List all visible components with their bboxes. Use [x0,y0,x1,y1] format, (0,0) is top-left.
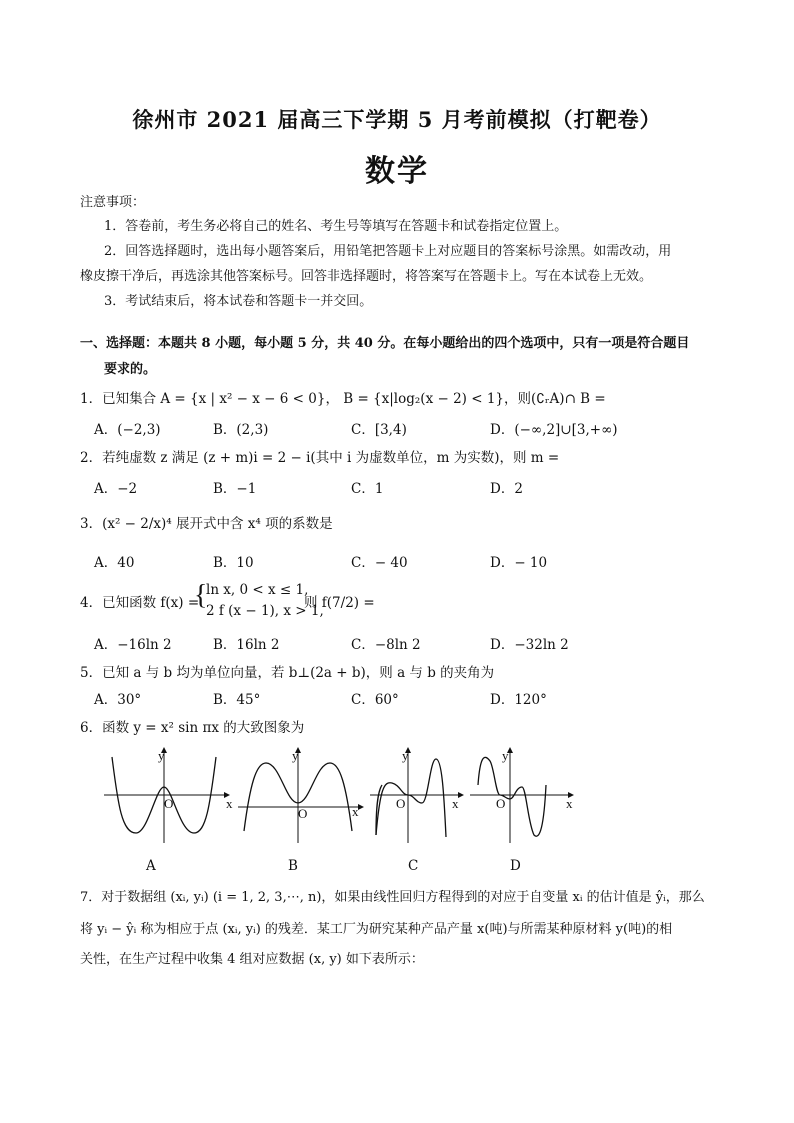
graph-b-x-label: x [352,804,359,819]
graph-b [236,745,366,845]
q1-option-c: C．[3,4) [351,422,407,438]
q4-option-d: D．−32ln 2 [490,637,569,653]
notice-item-1: 1．答卷前，考生务必将自己的姓名、考生号等填写在答题卡和试卷指定位置上。 [104,219,568,234]
graph-d-origin: O [496,796,506,811]
question-5-stem: 5．已知 a 与 b 均为单位向量，若 b⊥(2a + b)，则 a 与 b 的夹角为 [80,665,495,681]
notice-item-2-cont: 橡皮擦干净后，再选涂其他答案标号。回答非选择题时，将答案写在答题卡上。写在本试卷上无效。 [80,269,653,284]
q2-option-b: B．−1 [213,481,257,497]
q2-option-c: C．1 [351,481,384,497]
graph-d [468,745,578,845]
question-4-prefix: 4．已知函数 f(x) = [80,595,200,611]
graph-b-origin: O [298,806,308,821]
question-1-stem: 1．已知集合 A = {x | x² − x − 6 < 0}， B = {x|log₂(x − 2) < 1}，则(∁ᵣA)∩ B = [80,391,606,407]
question-6-stem: 6．函数 y = x² sin πx 的大致图象为 [80,720,305,736]
graph-d-y-label: y [502,748,509,763]
question-3-stem: 3．(x² − 2/x)⁴ 展开式中含 x⁴ 项的系数是 [80,516,333,532]
graph-a-y-label: y [158,748,165,763]
q5-option-a: A．30° [94,692,142,708]
q1-option-b: B．(2,3) [213,422,269,438]
q2-option-d: D．2 [490,481,523,497]
q5-option-b: B．45° [213,692,261,708]
q3-option-a: A．40 [94,555,135,571]
exam-title: 徐州市 2021 届高三下学期 5 月考前模拟（打靶卷） [132,107,662,132]
question-4-case-2: 2 f (x − 1), x > 1, [206,603,324,619]
graph-b-label: B [288,858,298,874]
subject-title: 数学 [365,154,429,189]
graph-a-origin: O [164,796,174,811]
piecewise-brace: { [194,580,208,611]
q4-option-c: C．−8ln 2 [351,637,421,653]
question-7-line-3: 关性，在生产过程中收集 4 组对应数据 (x, y) 如下表所示： [80,952,424,967]
graph-c-y-label: y [402,748,409,763]
q3-option-c: C．− 40 [351,555,408,571]
graph-d-label: D [510,858,521,874]
question-4-suffix: 则 f(7/2) = [304,595,375,611]
q5-option-c: C．60° [351,692,399,708]
q3-option-d: D．− 10 [490,555,548,571]
q5-option-d: D．120° [490,692,547,708]
section-heading-cont: 要求的。 [104,362,157,377]
q2-option-a: A．−2 [94,481,138,497]
graph-c-origin: O [396,796,406,811]
question-7-line-2: 将 yᵢ − ŷᵢ 称为相应于点 (xᵢ, yᵢ) 的残差．某工厂为研究某种产品产量 x(吨)与所需某种原材料 y(吨)的相 [80,922,673,937]
q4-option-a: A．−16ln 2 [94,637,172,653]
q1-option-a: A．(−2,3) [94,422,161,438]
notice-item-2: 2．回答选择题时，选出每小题答案后，用铅笔把答题卡上对应题目的答案标号涂黑。如需改动，用 [104,244,672,259]
q4-option-b: B．16ln 2 [213,637,280,653]
graph-a-x-label: x [226,796,233,811]
graph-c-x-label: x [452,796,459,811]
graph-b-y-label: y [292,748,299,763]
question-7-line-1: 7．对于数据组 (xᵢ, yᵢ) (i = 1, 2, 3,⋯, n)，如果由线性回归方程得到的对应于自变量 xᵢ 的估计值是 ŷᵢ，那么 [80,890,705,905]
graph-a [102,745,232,845]
q3-option-b: B．10 [213,555,254,571]
graph-c [368,745,468,845]
question-4-case-1: ln x, 0 < x ≤ 1, [206,582,309,598]
notice-heading: 注意事项： [80,195,146,210]
graph-c-label: C [408,858,419,874]
question-2-stem: 2．若纯虚数 z 满足 (z + m)i = 2 − i(其中 i 为虚数单位，m 为实数)，则 m = [80,450,560,466]
notice-item-3: 3．考试结束后，将本试卷和答题卡一并交回。 [104,294,373,309]
q1-option-d: D．(−∞,2]∪[3,+∞) [490,422,618,438]
section-heading: 一、选择题：本题共 8 小题，每小题 5 分，共 40 分。在每小题给出的四个选项中，只有一项是符合题目 [80,336,690,351]
graph-d-x-label: x [566,796,573,811]
graph-a-label: A [146,858,156,874]
